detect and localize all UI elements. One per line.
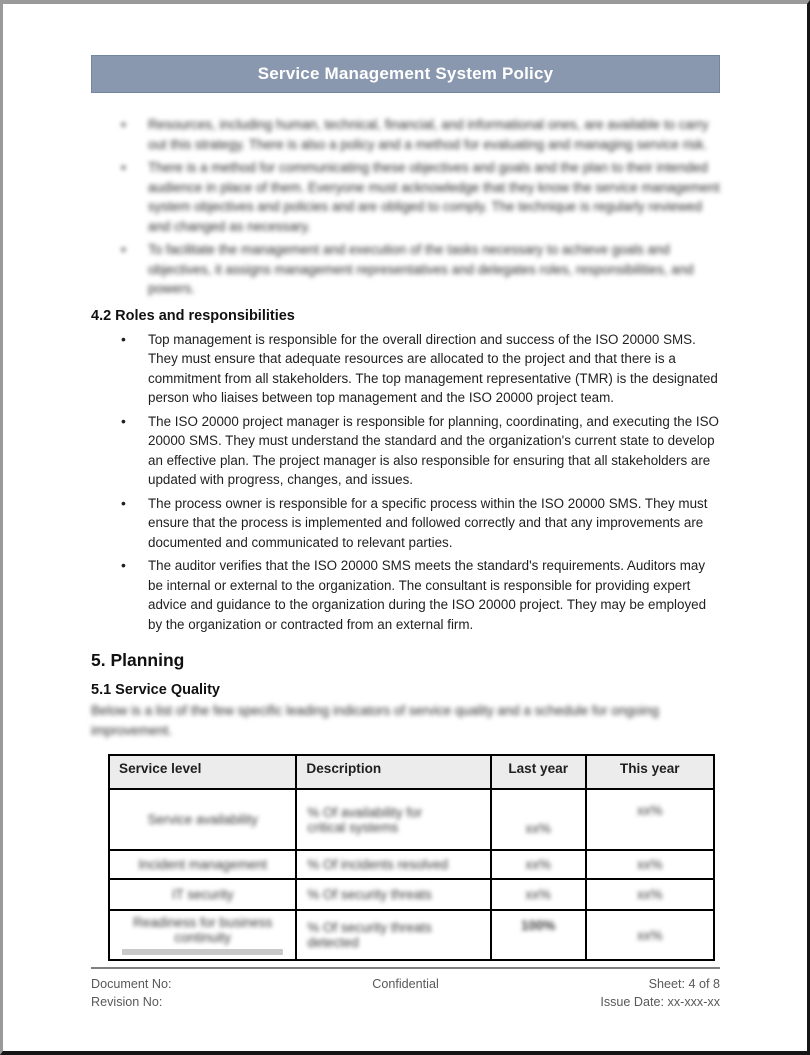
cell-last-year: xx%	[491, 879, 586, 910]
redaction-smudge-bar	[122, 949, 283, 955]
list-item: • The ISO 20000 project manager is responsible for planning, coordinating, and executing the ISO 20000 SMS. They must understand the standard and the organization's current state to develop an effective plan. The project manager is also responsible for ensuring that all stakeholders are updated with progress, changes, and issues.	[148, 412, 720, 490]
revision-no-label: Revision No:	[91, 994, 163, 1009]
col-header-this-year: This year	[586, 755, 714, 789]
issue-date: Issue Date: xx-xxx-xx	[600, 994, 720, 1009]
list-item: • There is a method for communicating these objectives and goals and the plan to their intended audience in place of them. Everyone must acknowledge that they know the service management system objectives and policies and are obliged to comply. The technique is regularly reviewed and changed as necessary.	[148, 158, 720, 236]
list-item: • Top management is responsible for the overall direction and success of the ISO 20000 SMS. They must ensure that adequate resources are allocated to the project and that there is a commitment from all stakeholders. The top management representative (TMR) is the designated person who liaises between top management and the ISO 20000 project team.	[148, 330, 720, 408]
list-item: • The auditor verifies that the ISO 20000 SMS meets the standard's requirements. Auditors may be internal or external to the organization. The consultant is responsible for providing expert advice and guidance to the organization during the ISO 20000 project. They may be employed by the organization or contracted from an external firm.	[148, 556, 720, 634]
list-item: • Resources, including human, technical, financial, and informational ones, are available to carry out this strategy. There is also a policy and a method for evaluating and managing service risk.	[148, 115, 720, 154]
col-header-service-level: Service level	[109, 755, 296, 789]
cell-description: % Of incidents resolved	[296, 850, 490, 879]
cell-description: % Of security threats	[296, 879, 490, 910]
table-row	[109, 879, 714, 910]
cell-last-year: xx%	[491, 850, 586, 879]
page-footer	[91, 967, 720, 1011]
section-heading-planning: 5. Planning	[91, 650, 185, 670]
sheet-number: Sheet: 4 of 8	[648, 977, 720, 991]
document-no-label: Document No:	[91, 977, 172, 991]
cell-service-level: Readiness for business continuity	[109, 910, 296, 960]
cell-service-level: Incident management	[109, 850, 296, 879]
cell-service-level: IT security	[109, 879, 296, 910]
cell-this-year: xx%	[586, 879, 714, 910]
confidential-label: Confidential	[372, 977, 439, 991]
table-row	[109, 789, 714, 850]
cell-description: % Of availability for critical systems	[296, 789, 490, 850]
list-item: • To facilitate the management and execution of the tasks necessary to achieve goals and objectives, it assigns management representatives and delegates roles, responsibilities, and powers.	[148, 240, 720, 299]
page-title: Service Management System Policy	[257, 64, 554, 83]
service-quality-intro: Below is a list of the few specific leading indicators of service quality and a schedule for ongoing improvement.	[91, 703, 659, 738]
cell-this-year: xx%	[586, 789, 714, 850]
section-heading-roles: 4.2 Roles and responsibilities	[91, 307, 295, 324]
cell-last-year: 100%	[491, 910, 586, 960]
roles-bullet-list	[91, 330, 720, 635]
col-header-last-year: Last year	[491, 755, 586, 789]
list-item: • The process owner is responsible for a specific process within the ISO 20000 SMS. They must ensure that the process is implemented and followed correctly and that any improvements are documented and communicated to relevant parties.	[148, 494, 720, 553]
cell-service-level: Service availability	[109, 789, 296, 850]
service-level-table	[108, 754, 715, 961]
title-banner	[91, 55, 720, 93]
intro-bullet-list	[91, 115, 720, 299]
cell-this-year: xx%	[586, 850, 714, 879]
cell-last-year: xx%	[491, 789, 586, 850]
cell-description: % Of security threats detected	[296, 910, 490, 960]
cell-this-year: xx%	[586, 910, 714, 960]
col-header-description: Description	[296, 755, 490, 789]
table-header-row	[109, 755, 714, 789]
table-row	[109, 910, 714, 960]
section-heading-service-quality: 5.1 Service Quality	[91, 682, 220, 698]
table-row	[109, 850, 714, 879]
